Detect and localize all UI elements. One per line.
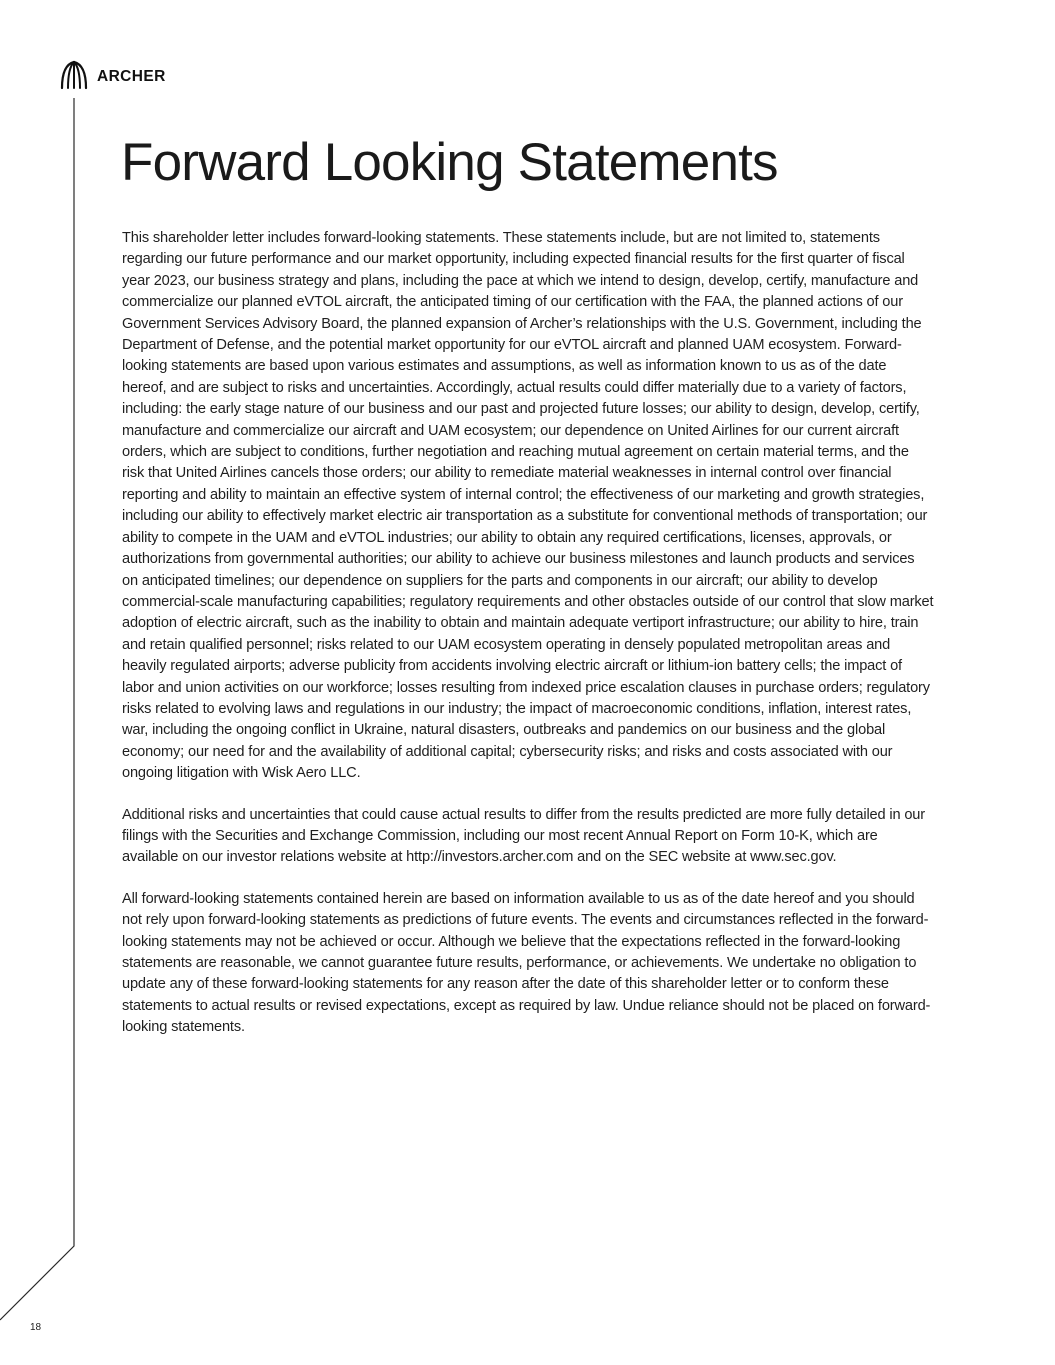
paragraph-reliance-disclaimer: All forward-looking statements contained herein are based on information available to us as of the date hereof and you should not rely upon forward-looking statements as predictions of future events. The events and circumstances reflected in the forward-looking statements may not be achieved or occur. Although we believe that the expectations reflected in the forward-looking statements are reasonable, we cannot guarantee future results, performance, or achievements. We undertake no obligation to update any of these forward-looking statements for any reason after the date of this shareholder letter or to conform these statements to actual results or revised expectations, except as required by law. Undue reliance should not be placed on forward-looking statements. [122, 890, 931, 1036]
archer-wing-mark-icon [60, 60, 88, 90]
brand-wordmark: ARCHER [97, 67, 166, 85]
paragraph-additional-risks: Additional risks and uncertainties that could cause actual results to differ from the results predicted are more fully detailed in our filings with the Securities and Exchange Commission, including our most recent Annual Report on Form 10-K, which are available on our investor relations website at http://investors.archer.com and on the SEC website at www.sec.gov. [122, 806, 925, 866]
paragraph-forward-looking-intro: This shareholder letter includes forward-looking statements. These statements include, but are not limited to, statements regarding our future performance and our market opportunity, including expected financial results for the first quarter of fiscal year 2023, our business strategy and plans, including the pace at which we intend to design, develop, certify, manufacture and commercialize our planned eVTOL aircraft, the anticipated timing of our certification with the FAA, the planned actions of our Government Services Advisory Board, the planned expansion of Archer’s relationships with the U.S. Government, including the Department of Defense, and the potential market opportunity for our eVTOL aircraft and planned UAM ecosystem. Forward-looking statements are based upon various estimates and assumptions, as well as information known to us as of the date hereof, and are subject to risks and uncertainties. Accordingly, actual results could differ materially due to a variety of factors, including: the early stage nature of our business and our past and projected future losses; our ability to design, develop, certify, manufacture and commercialize our aircraft and UAM ecosystem; our dependence on United Airlines for our current aircraft orders, which are subject to conditions, further negotiation and reaching mutual agreement on certain material terms, and the risk that United Airlines cancels those orders; our ability to remediate material weaknesses in internal control over financial reporting and ability to maintain an effective system of internal control; the effectiveness of our marketing and growth strategies, including our ability to effectively market electric air transportation as a substitute for conventional methods of transportation; our ability to compete in the UAM and eVTOL industries; our ability to obtain any required certifications, licenses, approvals, or authorizations from governmental authorities; our ability to achieve our business milestones and launch products and services on anticipated timelines; our dependence on suppliers for the parts and components in our aircraft; our ability to develop commercial-scale manufacturing capabilities; regulatory requirements and other obstacles outside of our control that slow market adoption of electric aircraft, such as the inability to obtain and maintain adequate vertiport infrastructure; our ability to hire, train and retain qualified personnel; risks related to our UAM ecosystem operating in densely populated metropolitan areas and heavily regulated airports; adverse publicity from accidents involving electric aircraft or lithium-ion battery cells; the impact of labor and union activities on our workforce; losses resulting from indexed price escalation clauses in purchase orders; regulatory risks related to evolving laws and regulations in our industry; the impact of macroeconomic conditions, inflation, interest rates, war, including the ongoing conflict in Ukraine, natural disasters, outbreaks and pandemics on our business and the global economy; our need for and the availability of additional capital; cybersecurity risks; and risks and costs associated with our ongoing litigation with Wisk Aero LLC. [122, 230, 934, 782]
page-title: Forward Looking Statements [121, 133, 778, 192]
page-number: 18 [30, 1322, 42, 1333]
archer-logo [60, 60, 166, 90]
document-body [122, 228, 934, 1059]
